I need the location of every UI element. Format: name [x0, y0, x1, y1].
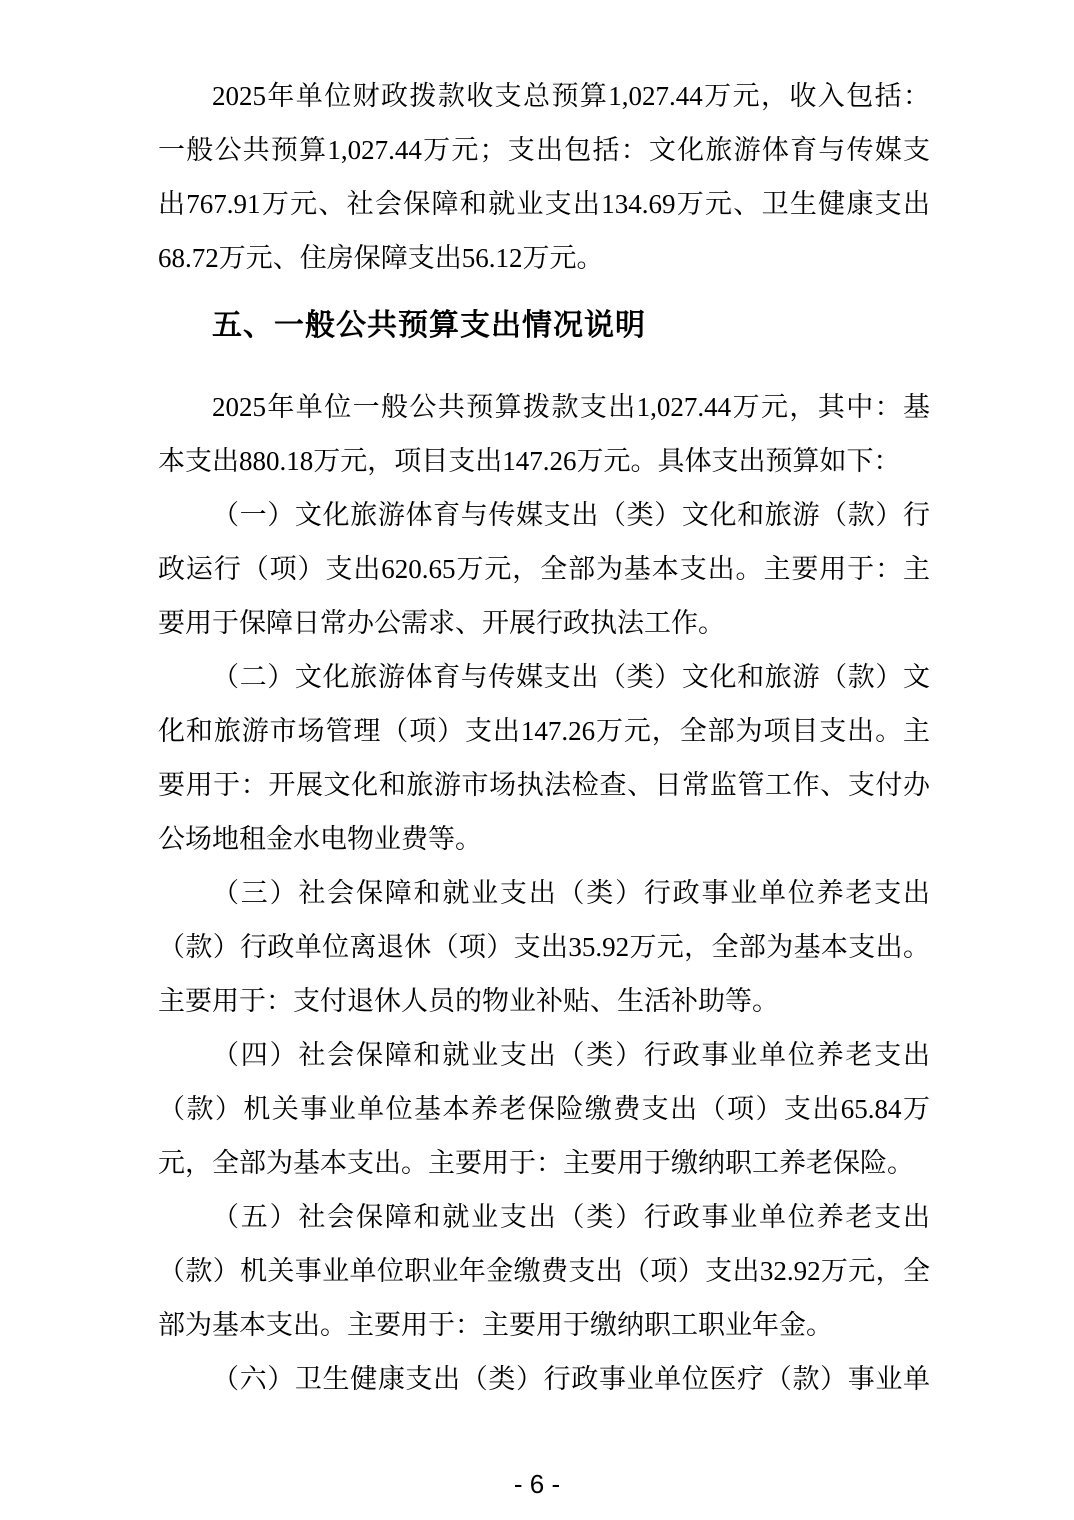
heading-section-five: [158, 299, 930, 353]
para-fiscal-appropriation-summary: [158, 69, 930, 285]
para-fiscal-appropriation-summary-line-1: 2025年单位财政拨款收支总预算1,027.44万元，收入包括：: [212, 81, 930, 111]
para-item-2-culture-tourism-market-management: [158, 650, 930, 866]
para-item-3-social-security-retirement-line-3: 主要用于：支付退休人员的物业补贴、生活补助等。: [158, 986, 779, 1016]
para-fiscal-appropriation-summary-line-3: 出767.91万元、社会保障和就业支出134.69万元、卫生健康支出: [158, 189, 930, 219]
page-number: - 6 -: [513, 1469, 561, 1499]
para-item-6-health-expenditure: [158, 1352, 930, 1406]
para-item-6-health-expenditure-line-1: （六）卫生健康支出（类）行政事业单位医疗（款）事业单: [212, 1364, 930, 1394]
para-item-4-basic-pension-insurance-line-3: 元，全部为基本支出。主要用于：主要用于缴纳职工养老保险。: [158, 1148, 914, 1178]
para-item-3-social-security-retirement-line-2: （款）行政单位离退休（项）支出35.92万元，全部为基本支出。: [158, 932, 930, 962]
para-item-4-basic-pension-insurance: [158, 1028, 930, 1190]
para-item-2-culture-tourism-market-management-line-1: （二）文化旅游体育与传媒支出（类）文化和旅游（款）文: [212, 662, 930, 692]
para-general-budget-expenditure-overview-line-2: 本支出880.18万元，项目支出147.26万元。具体支出预算如下：: [158, 446, 901, 476]
para-item-1-culture-tourism-admin-operation-line-2: 政运行（项）支出620.65万元，全部为基本支出。主要用于：主: [158, 554, 930, 584]
para-item-2-culture-tourism-market-management-line-4: 公场地租金水电物业费等。: [158, 824, 482, 854]
para-general-budget-expenditure-overview: [158, 380, 930, 488]
para-item-2-culture-tourism-market-management-line-2: 化和旅游市场管理（项）支出147.26万元，全部为项目支出。主: [158, 716, 930, 746]
para-item-5-occupational-annuity-line-2: （款）机关事业单位职业年金缴费支出（项）支出32.92万元，全: [158, 1256, 930, 1286]
heading-section-five-line-1: 五、一般公共预算支出情况说明: [212, 309, 646, 342]
para-item-4-basic-pension-insurance-line-1: （四）社会保障和就业支出（类）行政事业单位养老支出: [212, 1040, 930, 1070]
para-item-1-culture-tourism-admin-operation-line-1: （一）文化旅游体育与传媒支出（类）文化和旅游（款）行: [212, 500, 930, 530]
para-fiscal-appropriation-summary-line-4: 68.72万元、住房保障支出56.12万元。: [158, 243, 604, 273]
para-item-3-social-security-retirement: [158, 866, 930, 1028]
para-item-1-culture-tourism-admin-operation: [158, 488, 930, 650]
para-item-5-occupational-annuity: [158, 1190, 930, 1352]
para-item-2-culture-tourism-market-management-line-3: 要用于：开展文化和旅游市场执法检查、日常监管工作、支付办: [158, 770, 930, 800]
para-fiscal-appropriation-summary-line-2: 一般公共预算1,027.44万元；支出包括：文化旅游体育与传媒支: [158, 135, 930, 165]
para-item-4-basic-pension-insurance-line-2: （款）机关事业单位基本养老保险缴费支出（项）支出65.84万: [158, 1094, 930, 1124]
para-item-5-occupational-annuity-line-3: 部为基本支出。主要用于：主要用于缴纳职工职业年金。: [158, 1310, 833, 1340]
para-item-3-social-security-retirement-line-1: （三）社会保障和就业支出（类）行政事业单位养老支出: [212, 878, 930, 908]
para-item-1-culture-tourism-admin-operation-line-3: 要用于保障日常办公需求、开展行政执法工作。: [158, 608, 725, 638]
para-general-budget-expenditure-overview-line-1: 2025年单位一般公共预算拨款支出1,027.44万元，其中：基: [212, 392, 930, 422]
para-item-5-occupational-annuity-line-1: （五）社会保障和就业支出（类）行政事业单位养老支出: [212, 1202, 930, 1232]
